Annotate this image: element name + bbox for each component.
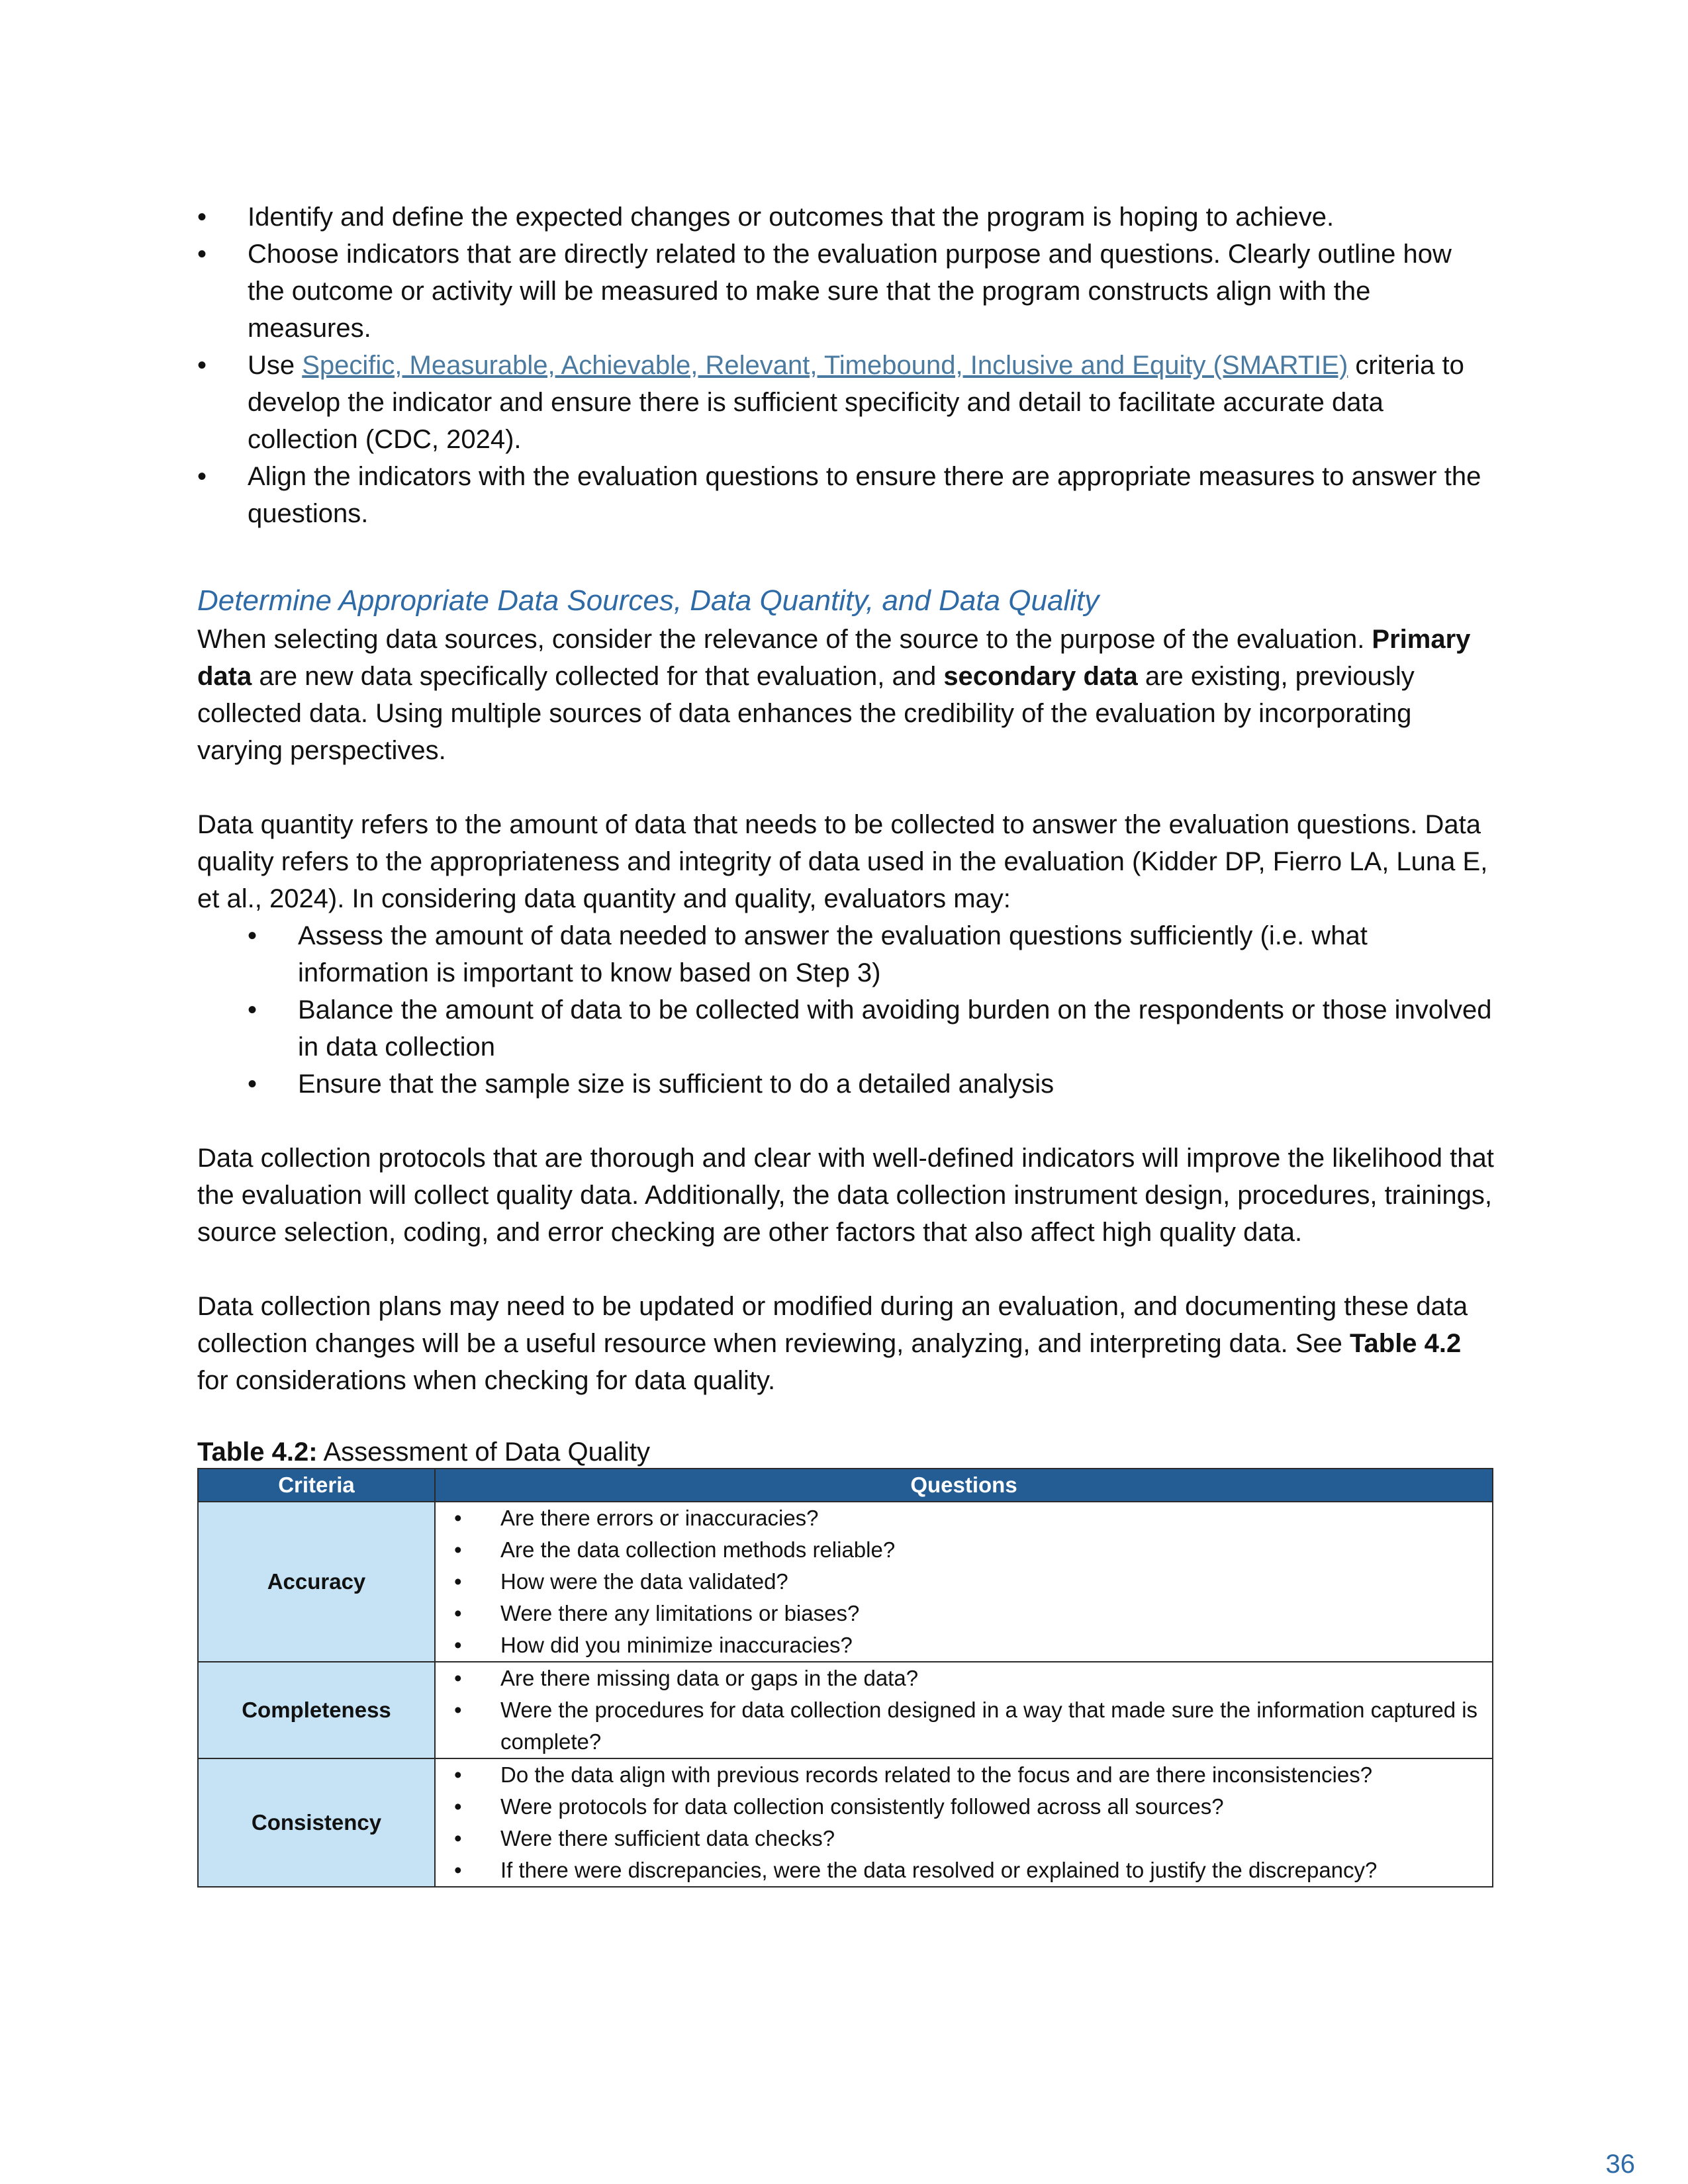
bullet-icon: •: [197, 462, 207, 491]
bullet-icon: •: [454, 1537, 462, 1562]
column-header-criteria: Criteria: [198, 1469, 435, 1502]
criteria-cell: Accuracy: [198, 1502, 435, 1662]
data-quantity-paragraph: Data quantity refers to the amount of data that needs to be collected to answer the evaluation questions. Data quality refers to the appropriateness and integrity of data used in the evaluation (Kidder DP, Fierro LA, Luna E, et al., 2024). In considering data quantity and quality, evaluators may:: [197, 810, 1488, 913]
section-heading: Determine Appropriate Data Sources, Data Quantity, and Data Quality: [197, 584, 1100, 617]
question-item: • Do the data align with previous records related to the focus and are there inconsistencies?: [436, 1759, 1492, 1791]
bullet-icon: •: [454, 1506, 462, 1530]
table-header-row: [198, 1469, 1493, 1502]
table-caption: Table 4.2: Assessment of Data Quality: [197, 1437, 650, 1467]
list-item: • Ensure that the sample size is sufficient to do a detailed analysis: [248, 1066, 1495, 1103]
bullet-icon: •: [454, 1569, 462, 1594]
table-row: [198, 1502, 1493, 1662]
bullet-icon: •: [454, 1858, 462, 1882]
question-item: • Are the data collection methods reliable?: [436, 1534, 1492, 1566]
list-item: • Choose indicators that are directly related to the evaluation purpose and questions. Clearly outline how the outcome or activity will be measured to make sure that the program constructs align with the measures.: [197, 236, 1495, 347]
questions-cell: [435, 1502, 1493, 1662]
question-item: • Were there sufficient data checks?: [436, 1823, 1492, 1854]
bullet-icon: •: [454, 1633, 462, 1657]
quantity-bullet-list: [197, 917, 1495, 1103]
list-item: • Use Specific, Measurable, Achievable, Relevant, Timebound, Inclusive and Equity (SMARTIE) criteria to develop the indicator and ensure there is sufficient specificity and detail to facilitate accurate data collection (CDC, 2024).: [197, 347, 1495, 458]
criteria-cell: Completeness: [198, 1662, 435, 1758]
criteria-cell: Consistency: [198, 1758, 435, 1887]
question-item: • How did you minimize inaccuracies?: [436, 1629, 1492, 1661]
bullet-icon: •: [248, 1069, 258, 1099]
bullet-icon: •: [197, 240, 207, 269]
question-item: • Are there missing data or gaps in the data?: [436, 1662, 1492, 1694]
page-content: [197, 199, 1495, 1888]
column-header-questions: Questions: [435, 1469, 1493, 1502]
bullet-icon: •: [197, 203, 207, 232]
question-item: • If there were discrepancies, were the data resolved or explained to justify the discrepancy?: [436, 1854, 1492, 1886]
indicator-bullet-list: [197, 199, 1495, 532]
table-row: [198, 1758, 1493, 1887]
table-row: [198, 1662, 1493, 1758]
data-quality-table: [197, 1468, 1493, 1888]
list-item: • Align the indicators with the evaluation questions to ensure there are appropriate measures to answer the questions.: [197, 458, 1495, 532]
questions-cell: [435, 1662, 1493, 1758]
question-item: • Were there any limitations or biases?: [436, 1598, 1492, 1629]
list-item: • Identify and define the expected changes or outcomes that the program is hoping to achieve.: [197, 199, 1495, 236]
page-number: 36: [1605, 2150, 1635, 2179]
bullet-icon: •: [454, 1762, 462, 1787]
bullet-icon: •: [248, 921, 258, 950]
question-item: • Are there errors or inaccuracies?: [436, 1502, 1492, 1534]
list-item: • Balance the amount of data to be collected with avoiding burden on the respondents or those involved in data collection: [248, 991, 1495, 1066]
bullet-icon: •: [454, 1666, 462, 1690]
bullet-icon: •: [454, 1601, 462, 1625]
question-item: • Were protocols for data collection consistently followed across all sources?: [436, 1791, 1492, 1823]
questions-cell: [435, 1758, 1493, 1887]
list-item: • Assess the amount of data needed to answer the evaluation questions sufficiently (i.e. what information is important to know based on Step 3): [248, 917, 1495, 991]
data-sources-paragraph: When selecting data sources, consider the relevance of the source to the purpose of the evaluation. Primary data are new data specifically collected for that evaluation, and secondary data are existing, previously collected data. Using multiple sources of data enhances the credibility of the evaluation by incorporating varying perspectives.: [197, 625, 1471, 765]
smartie-link[interactable]: Specific, Measurable, Achievable, Relevant, Timebound, Inclusive and Equity (SMARTIE): [302, 351, 1348, 380]
question-item: • Were the procedures for data collection designed in a way that made sure the information captured is complete?: [436, 1694, 1492, 1758]
bullet-icon: •: [454, 1794, 462, 1819]
data-collection-plans-paragraph: Data collection plans may need to be updated or modified during an evaluation, and documenting these data collection changes will be a useful resource when reviewing, analyzing, and interpreting data. See Table 4.2 for considerations when checking for data quality.: [197, 1292, 1468, 1395]
data-protocols-paragraph: Data collection protocols that are thorough and clear with well-defined indicators will improve the likelihood that the evaluation will collect quality data. Additionally, the data collection instrument design, procedures, trainings, source selection, coding, and error checking are other factors that also affect high quality data.: [197, 1144, 1494, 1247]
bullet-icon: •: [454, 1698, 462, 1722]
question-item: • How were the data validated?: [436, 1566, 1492, 1598]
bullet-icon: •: [248, 995, 258, 1024]
bullet-icon: •: [454, 1826, 462, 1850]
bullet-icon: •: [197, 351, 207, 380]
